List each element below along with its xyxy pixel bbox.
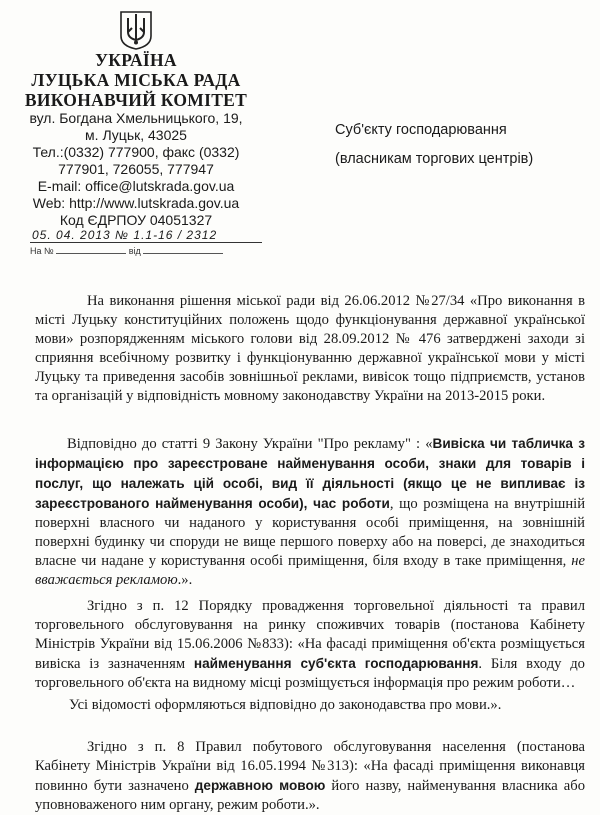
- trident-emblem-icon: [117, 6, 155, 50]
- address-street: вул. Богдана Хмельницького, 19,: [29, 110, 243, 126]
- recipient-block: [335, 116, 575, 174]
- paragraph-2: [35, 434, 585, 590]
- paragraph-3: [35, 597, 585, 693]
- ref-date-blank: [143, 253, 223, 254]
- paragraph-2-body: , що розміщена на внутрішній поверхні власного чи наданого у користування особі приміщення, на зовнішній поверхні будинку чи споруди не вище першого поверху або на поверсі, де знаходиться власне чи надане у користування особі приміщення, біля входу в таке приміщення,: [35, 496, 586, 569]
- ref-from-label: від: [128, 246, 141, 256]
- paragraph-5-body: його назву, найменування власника або уповноваженого ним органу, режим роботи.».: [35, 778, 585, 813]
- paragraph-2-bold: Вивіска чи табличка з інформацією про зареєстроване найменування особи, знаки для товарів і послуг, що належать цій особі, вид її діяльності (якщо це не випливає із зареєстрованого найменування особи), час роботи: [35, 436, 585, 511]
- paragraph-3-body: . Біля входу до торговельного об'єкта на видному місці розміщується інформація про режим роботи…: [35, 656, 585, 691]
- org-committee: ВИКОНАВЧИЙ КОМІТЕТ: [24, 90, 248, 110]
- address-city: м. Луцьк, 43025: [85, 127, 187, 143]
- paragraph-2-end: .».: [177, 572, 193, 588]
- web-line: Web: http://www.lutskrada.gov.ua: [32, 195, 240, 211]
- email-line: E-mail: office@lutskrada.gov.ua: [37, 178, 235, 194]
- paragraph-3-bold: найменування суб'єкта господарювання: [193, 656, 479, 671]
- paragraph-1-text: На виконання рішення міської ради від 26.06.2012 №27/34 «Про виконання в місті Луцьку конституційних положень щодо функціонування державної української мови» розпорядженням міського голови від 28.09.2012 № 476 затверджені заходи зі сприяння всебічному розвитку і функціонуванню державної української мови у місті Луцьку та приведення засобів зовнішньої реклами, вивісок тощо підприємств, установ та організацій у відповідність мовному законодавству України на 2013-2015 роки.: [35, 293, 585, 404]
- paragraph-4: [35, 696, 585, 715]
- paragraph-1: [35, 292, 585, 406]
- paragraph-5: [35, 738, 585, 815]
- phone-line-2: 777901, 726055, 777947: [58, 161, 214, 177]
- edrpou-code: Код ЄДРПОУ 04051327: [59, 212, 213, 228]
- paragraph-2-italic: не вважається рекламою: [35, 553, 585, 588]
- recipient-line-2: (власникам торгових центрів): [335, 151, 534, 167]
- paragraph-4-text: Усі відомості оформляються відповідно до законодавства про мови.».: [69, 697, 502, 713]
- incoming-reference-line: [30, 246, 270, 256]
- paragraph-5-bold: державною мовою: [194, 778, 326, 793]
- ref-prefix: На №: [30, 246, 54, 256]
- org-country: УКРАЇНА: [95, 50, 177, 70]
- paragraph-3-lead: Згідно з п. 12 Порядку провадження торговельної діяльності та правил торговельного обслуговування на ринку споживчих товарів (постанова Кабінету Міністрів України від 15.06.2006 №833): «На фасаді приміщення об'єкта розміщується вивіска із зазначенням: [35, 598, 585, 672]
- recipient-line-1: Суб'єкту господарювання: [335, 122, 507, 138]
- outgoing-reference: 05. 04. 2013 № 1.1-16 / 2312: [30, 228, 262, 243]
- letterhead: [0, 50, 272, 229]
- ref-number-blank: [56, 253, 126, 254]
- phone-line: Тел.:(0332) 777900, факс (0332): [32, 144, 240, 160]
- paragraph-5-lead: Згідно з п. 8 Правил побутового обслуговування населення (постанова Кабінету Міністрів України від 16.05.1994 №313): «На фасаді приміщення виконавця повинно бути зазначено: [35, 739, 585, 794]
- org-council: ЛУЦЬКА МІСЬКА РАДА: [31, 70, 241, 90]
- paragraph-2-lead: Відповідно до статті 9 Закону України "Про рекламу" : «: [67, 436, 433, 452]
